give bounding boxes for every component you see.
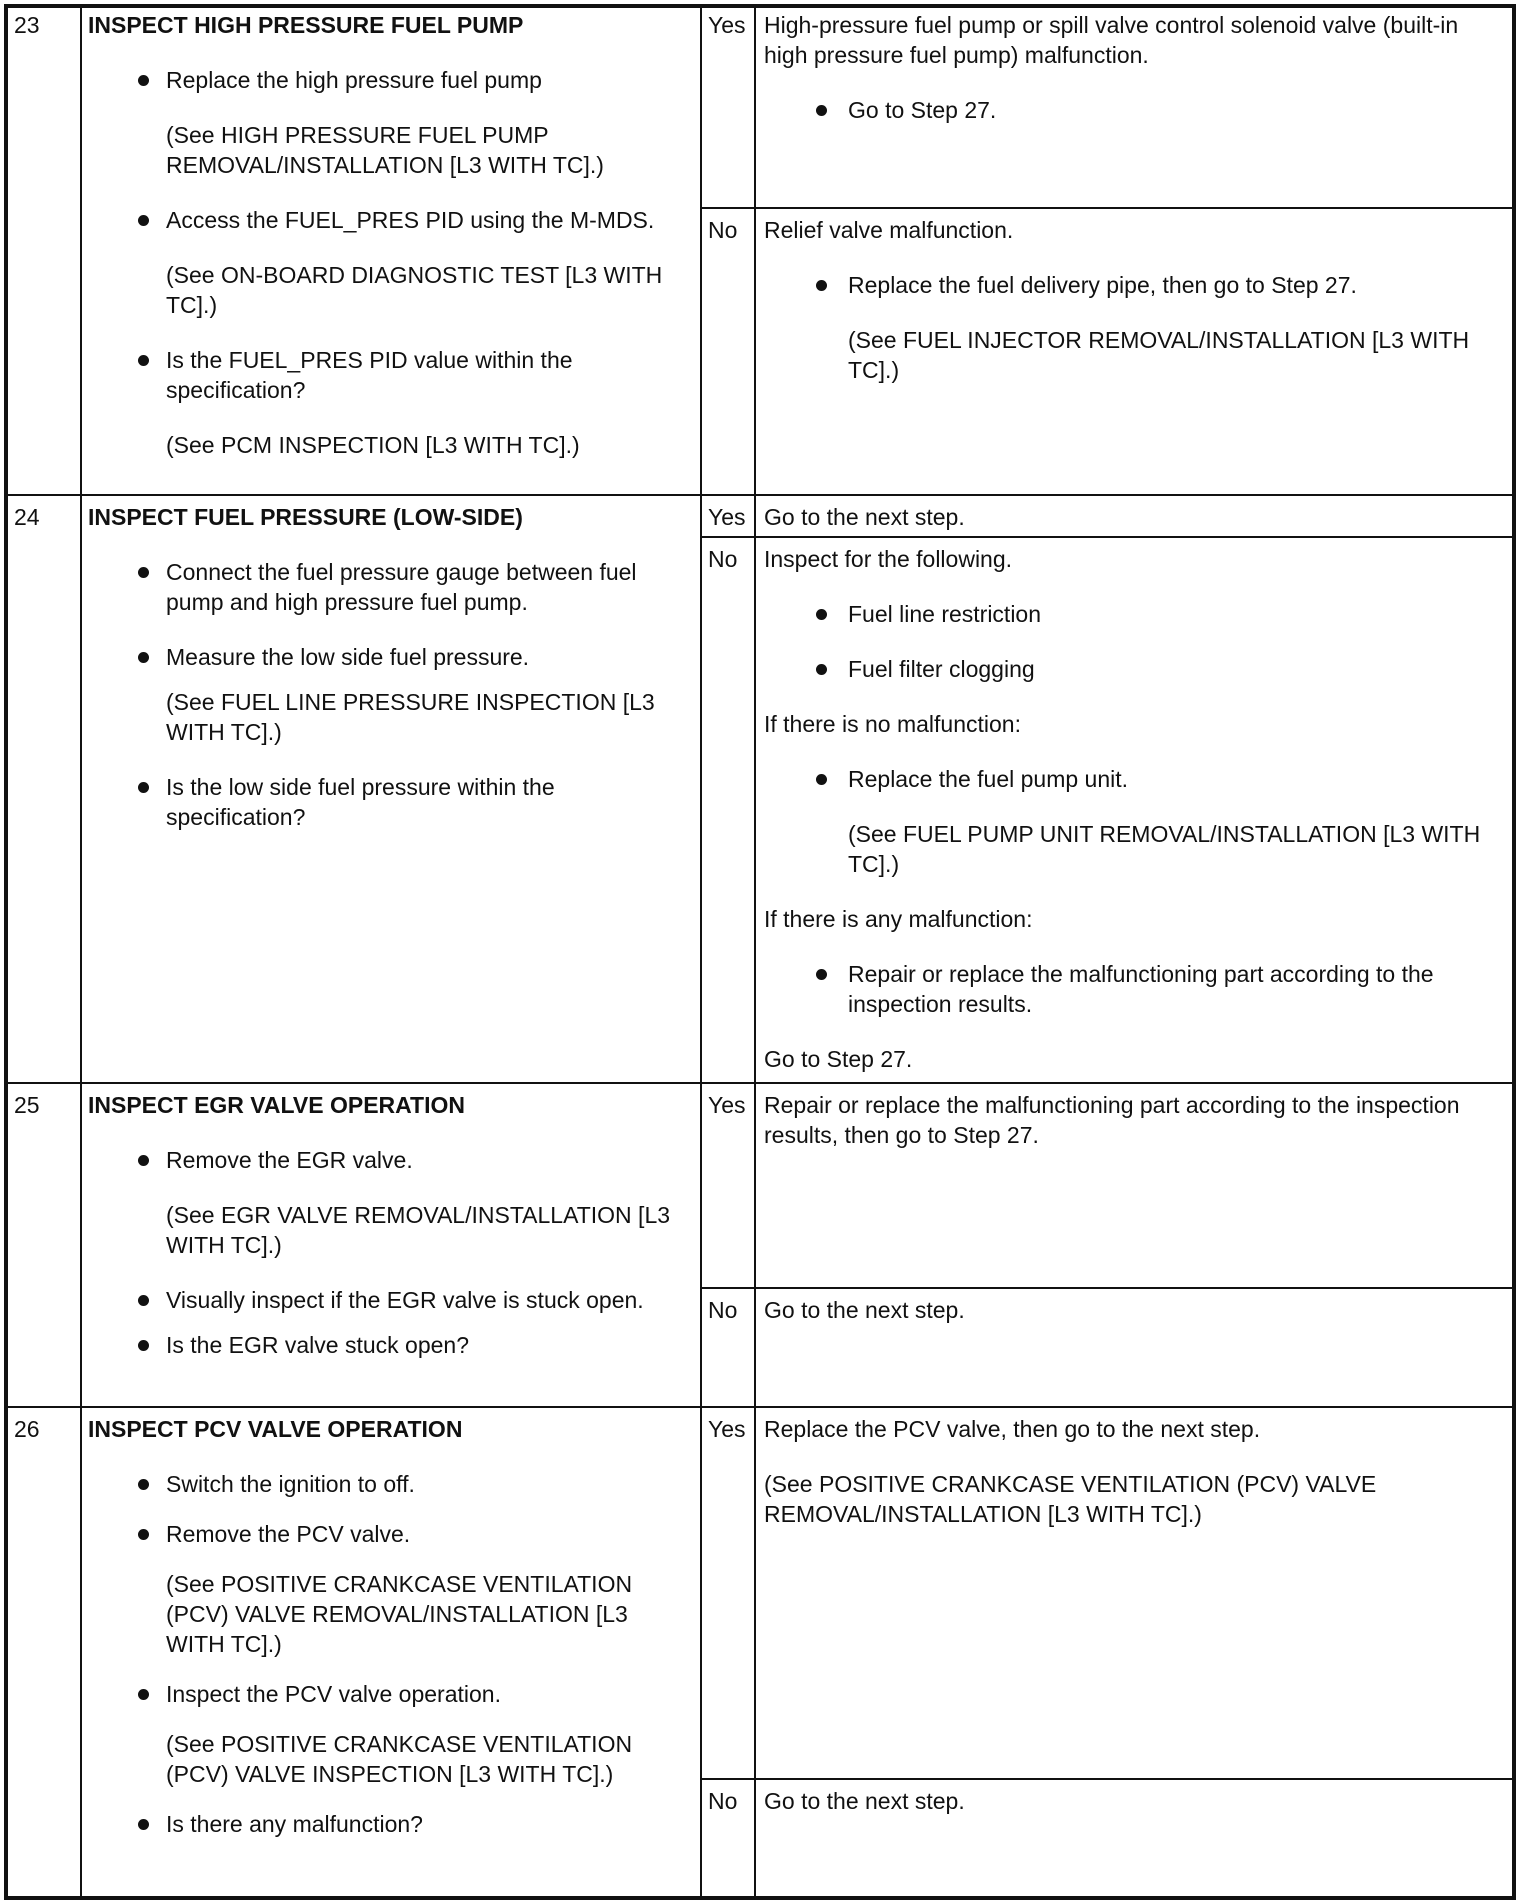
step-title: INSPECT PCV VALVE OPERATION [88,1416,463,1442]
result-paragraph: Repair or replace the malfunctioning part according to the inspection results, then go to Step 27. [764,1092,1460,1148]
result-paragraph: Go to the next step. [764,504,965,530]
result-yes [702,1408,1516,1778]
result-bullet: Repair or replace the malfunctioning part according to the inspection results. [764,959,1504,1019]
result-no [702,536,1516,1082]
answer-label: No [702,209,756,494]
step-actions [82,496,702,1082]
answer-label: No [702,538,756,1082]
result-reference: (See FUEL INJECTOR REMOVAL/INSTALLATION [L3 WITH TC].) [848,327,1470,383]
step-number: 26 [4,1408,82,1900]
result-no [702,207,1516,494]
action-reference: (See EGR VALVE REMOVAL/INSTALLATION [L3 WITH TC].) [166,1202,671,1258]
result-paragraph: If there is any malfunction: [764,906,1033,932]
action-bullet: Visually inspect if the EGR valve is stuck open. [88,1285,694,1315]
result-text [756,4,1516,207]
step-number: 24 [4,496,82,1082]
result-text [756,1780,1516,1900]
result-yes [702,1084,1516,1287]
result-paragraph: High-pressure fuel pump or spill valve control solenoid valve (built-in high pressure fuel pump) malfunction. [764,12,1459,68]
action-bullet: Connect the fuel pressure gauge between fuel pump and high pressure fuel pump. [88,557,694,617]
result-paragraph: Inspect for the following. [764,546,1013,572]
action-reference: (See ON-BOARD DIAGNOSTIC TEST [L3 WITH TC].) [166,262,663,318]
action-bullet: Switch the ignition to off. [88,1469,694,1499]
result-text [756,1408,1516,1778]
result-text [756,209,1516,494]
action-reference: (See POSITIVE CRANKCASE VENTILATION (PCV) VALVE REMOVAL/INSTALLATION [L3 WITH TC].) [166,1571,633,1657]
action-bullet: Measure the low side fuel pressure. [88,642,694,672]
result-paragraph: Replace the PCV valve, then go to the next step. [764,1416,1261,1442]
answer-label: Yes [702,1084,756,1287]
step-actions [82,1084,702,1406]
answer-label: No [702,1780,756,1900]
result-yes [702,496,1516,536]
action-bullet: Is the low side fuel pressure within the specification? [88,772,694,832]
result-paragraph: Go to the next step. [764,1788,965,1814]
action-bullet: Replace the high pressure fuel pump [88,65,694,95]
step-row-23 [4,4,1516,494]
action-reference: (See HIGH PRESSURE FUEL PUMP REMOVAL/INSTALLATION [L3 WITH TC].) [166,122,604,178]
troubleshooting-table [4,4,1516,1900]
result-reference: (See FUEL PUMP UNIT REMOVAL/INSTALLATION [L3 WITH TC].) [848,821,1481,877]
result-text [756,1289,1516,1406]
action-bullet: Remove the PCV valve. [88,1519,694,1549]
step-actions [82,1408,702,1900]
result-bullet: Fuel filter clogging [764,654,1504,684]
answer-label: Yes [702,496,756,536]
result-bullet: Replace the fuel delivery pipe, then go to Step 27. [764,270,1504,300]
result-bullet: Fuel line restriction [764,599,1504,629]
result-no [702,1778,1516,1900]
action-bullet: Remove the EGR valve. [88,1145,694,1175]
step-title: INSPECT HIGH PRESSURE FUEL PUMP [88,12,524,38]
step-row-25 [4,1082,1516,1406]
result-bullet: Replace the fuel pump unit. [764,764,1504,794]
result-no [702,1287,1516,1406]
step-number: 23 [4,4,82,494]
action-reference: (See FUEL LINE PRESSURE INSPECTION [L3 WITH TC].) [166,689,655,745]
result-text [756,538,1516,1082]
result-paragraph: Go to Step 27. [764,1046,913,1072]
result-text [756,496,1516,536]
action-bullet: Is the EGR valve stuck open? [88,1330,694,1360]
answer-label: No [702,1289,756,1406]
action-reference: (See PCM INSPECTION [L3 WITH TC].) [166,432,580,458]
action-reference: (See POSITIVE CRANKCASE VENTILATION (PCV) VALVE INSPECTION [L3 WITH TC].) [166,1731,633,1787]
result-text [756,1084,1516,1287]
step-title: INSPECT FUEL PRESSURE (LOW-SIDE) [88,504,523,530]
result-paragraph: Go to the next step. [764,1297,965,1323]
result-reference: (See POSITIVE CRANKCASE VENTILATION (PCV) VALVE REMOVAL/INSTALLATION [L3 WITH TC].) [764,1471,1377,1527]
answer-label: Yes [702,4,756,207]
result-paragraph: Relief valve malfunction. [764,217,1014,243]
step-number: 25 [4,1084,82,1406]
result-paragraph: If there is no malfunction: [764,711,1021,737]
action-bullet: Inspect the PCV valve operation. [88,1679,694,1709]
step-actions [82,4,702,494]
step-row-24 [4,494,1516,1082]
action-bullet: Is there any malfunction? [88,1809,694,1839]
result-yes [702,4,1516,207]
action-bullet: Access the FUEL_PRES PID using the M-MDS. [88,205,694,235]
step-row-26 [4,1406,1516,1900]
result-bullet: Go to Step 27. [764,95,1504,125]
answer-label: Yes [702,1408,756,1778]
step-title: INSPECT EGR VALVE OPERATION [88,1092,465,1118]
action-bullet: Is the FUEL_PRES PID value within the specification? [88,345,694,405]
